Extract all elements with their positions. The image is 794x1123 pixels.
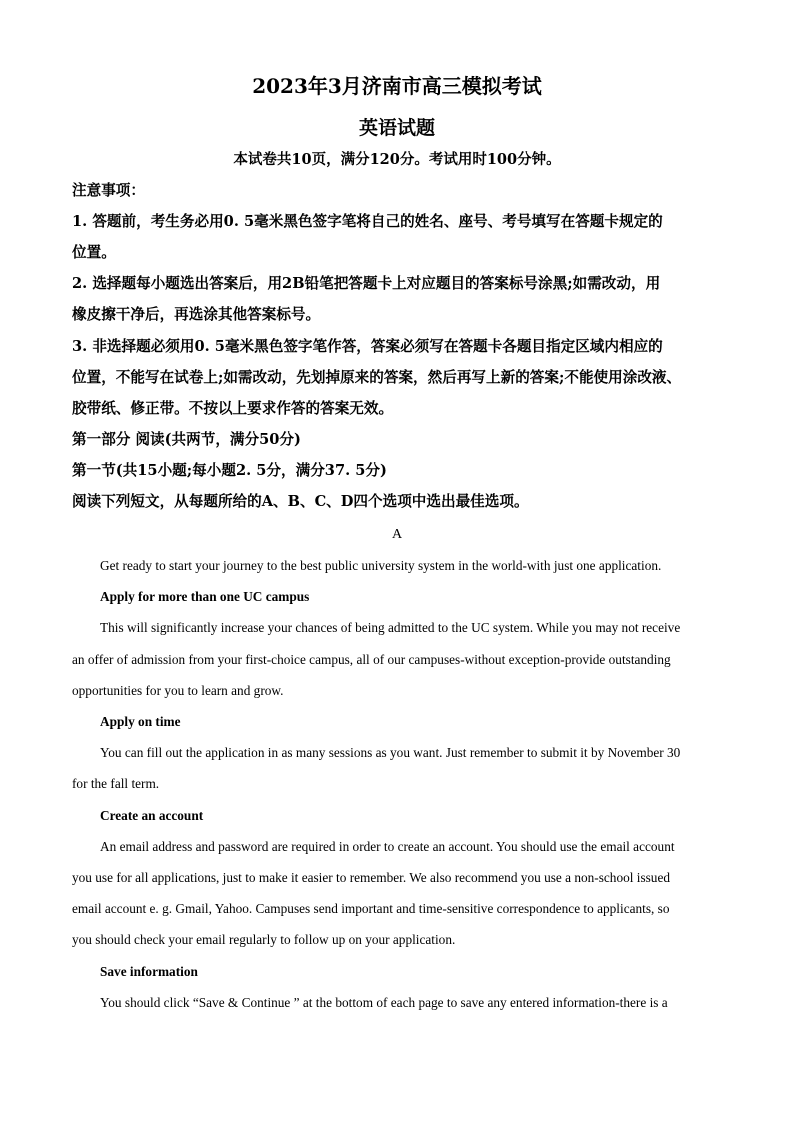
notes-line: 2. 选择题每小题选出答案后，用2B铅笔把答题卡上对应题目的答案标号涂黑;如需改动，用 <box>72 275 661 292</box>
passage-line: an offer of admission from your first-choice campus, all of our campuses-without exception-provide outstanding <box>72 652 671 667</box>
subject-title: 英语试题 <box>358 117 435 139</box>
passage-line: you use for all applications, just to make it easier to remember. We also recommend you use a non-school issued <box>72 870 671 885</box>
section-part: 第一部分 阅读(共两节，满分50分) <box>72 431 301 448</box>
passage-line: An email address and password are required in order to create an account. You should use the email account <box>100 839 675 854</box>
notes-heading: 注意事项： <box>72 182 145 199</box>
passage-line: You should click “Save & Continue ” at the bottom of each page to save any entered information-there is a <box>100 995 668 1010</box>
exam-summary: 本试卷共10页，满分120分。考试用时100分钟。 <box>233 151 561 168</box>
section-instruction: 阅读下列短文，从每题所给的A、B、C、D四个选项中选出最佳选项。 <box>72 493 529 510</box>
notes-line: 3. 非选择题必须用0. 5毫米黑色签字笔作答，答案必须写在答题卡各题目指定区域内相应的 <box>72 338 663 355</box>
passage-heading: Save information <box>100 964 198 979</box>
notes-line: 位置，不能写在试卷上;如需改动，先划掉原来的答案，然后再写上新的答案;不能使用涂改液、 <box>72 369 682 386</box>
passage-heading: Apply on time <box>100 714 181 729</box>
passage-line: for the fall term. <box>72 776 160 791</box>
section-sub: 第一节(共15小题;每小题2. 5分，满分37. 5分) <box>72 462 387 479</box>
passage-line: email account e. g. Gmail, Yahoo. Campuses send important and time-sensitive correspondence to applicants, so <box>72 901 670 916</box>
notes-line: 位置。 <box>72 244 116 261</box>
passage-line: This will significantly increase your chances of being admitted to the UC system. While you may not receive <box>100 620 681 635</box>
passage-heading: Apply for more than one UC campus <box>100 589 310 604</box>
passage-line: opportunities for you to learn and grow. <box>72 683 284 698</box>
passage-label: A <box>391 527 403 542</box>
notes-line: 1. 答题前，考生务必用0. 5毫米黑色签字笔将自己的姓名、座号、考号填写在答题卡规定的 <box>72 213 663 230</box>
passage-intro: Get ready to start your journey to the best public university system in the world-with just one application. <box>100 558 662 573</box>
passage-line: you should check your email regularly to follow up on your application. <box>72 932 456 947</box>
passage-line: You can fill out the application in as many sessions as you want. Just remember to submit it by November 30 <box>100 745 681 760</box>
passage-heading: Create an account <box>100 808 204 823</box>
notes-line: 橡皮擦干净后，再选涂其他答案标号。 <box>72 306 321 323</box>
notes-line: 胶带纸、修正带。不按以上要求作答的答案无效。 <box>72 400 394 417</box>
exam-title: 2023年3月济南市高三模拟考试 <box>252 74 542 98</box>
